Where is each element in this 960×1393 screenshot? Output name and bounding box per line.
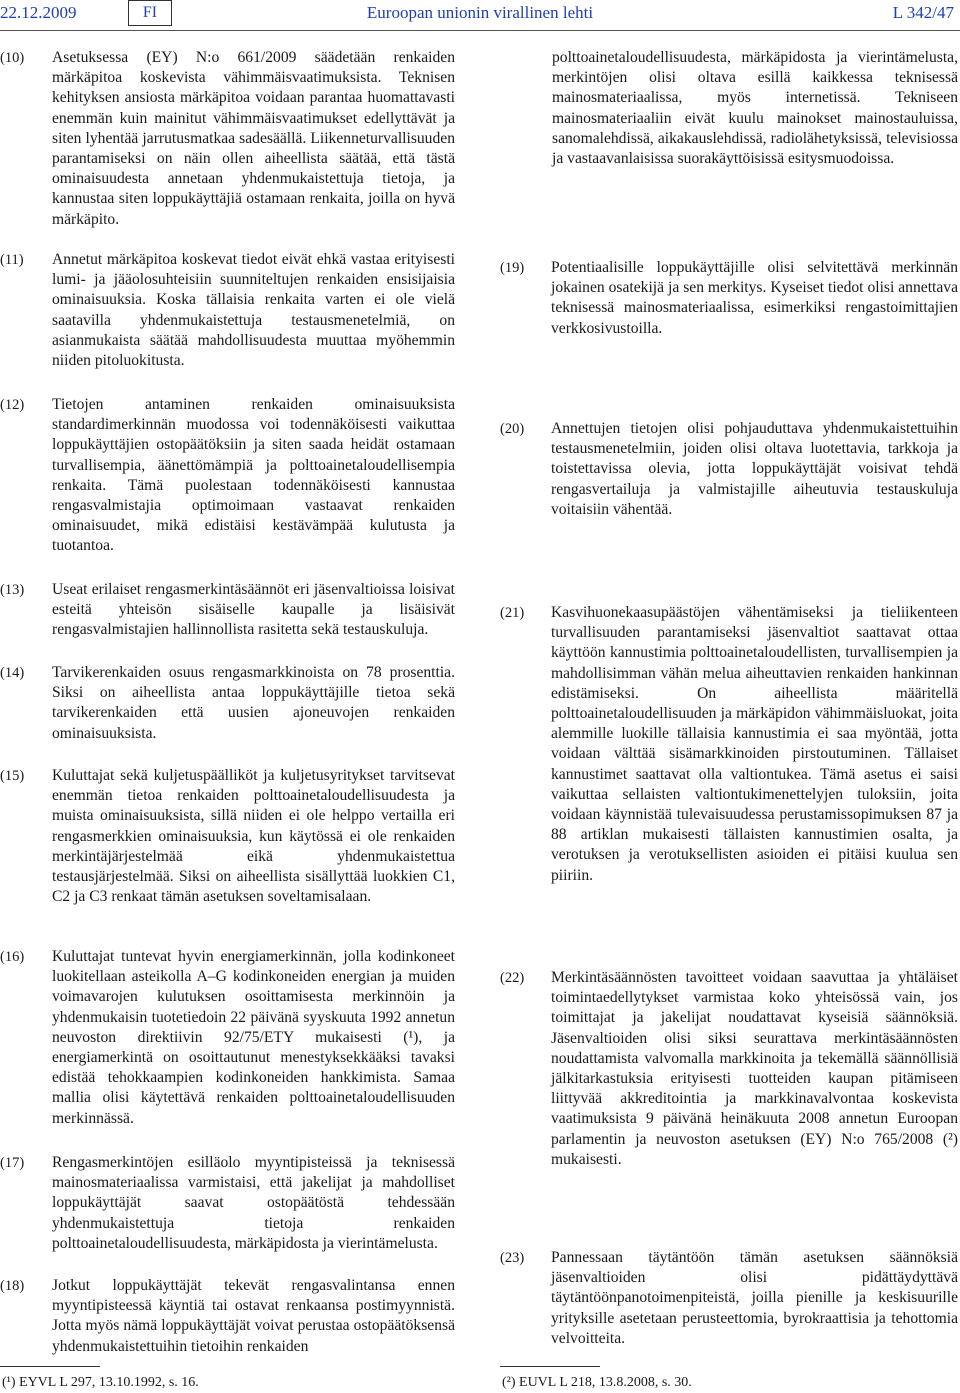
page-header [0,0,960,32]
recital-number: (21) [500,605,525,621]
recital-17 [0,1153,455,1254]
footnote-2: (²) EUVL L 218, 13.8.2008, s. 30. [502,1375,692,1390]
journal-title: Euroopan unionin virallinen lehti [366,3,594,22]
footnote-divider [0,1366,100,1367]
header-divider [0,30,960,31]
recital-text: Kuluttajat tuntevat hyvin energiamerkinnän, jolla kodinkoneet luokitellaan asteikolla A–G kodinkoneiden energian ja muiden voimavarojen kulutuksen osoittamisesta merkinnöin ja yhdenmukaisin tuotetiedoin 22 päivänä syyskuuta 1992 annetun neuvoston direktiivin 92/75/ETY mukaisesti (¹), ja energiamerkintä on osoittautunut menestyksekkääksi tavaksi edistää tehokkaampien kodinkoneiden hankkimista. Samaa mallia olisi käytettävä renkaiden polttoainetaloudellisuuden merkinnässä. [52,948,455,1127]
recital-11 [0,250,455,371]
recital-text: Pannessaan täytäntöön tämän asetuksen säännöksiä jäsenvaltioiden olisi pidättäydyttävä täytäntöönpanotoimenpiteistä, joilla pienille ja keskisuurille yrityksille asetetaan perusteettomia, byrokraattisia ja tehottomia velvoitteita. [551,1249,958,1347]
recital-12 [0,395,455,557]
recital-21 [500,603,958,886]
recital-text: Potentiaalisille loppukäyttäjille olisi selvitettävä merkinnän jokainen osatekijä ja sen merkitys. Kyseiset tiedot olisi annettava teknisessä mainosmateriaalissa, esimerkiksi rengastoimittajien verkkosivustoilla. [551,259,958,337]
recital-text: Annettujen tietojen olisi pohjauduttava yhdenmukaistettuihin testausmenetelmiin, joiden olisi oltava luotettavia, tarkkoja ja toistettavissa olevia, jotta loppukäyttäjät voisivat tehdä rengasvertailuja ja valmistajille aiheutuvia testauskuluja voitaisiin vähentää. [551,420,958,518]
recital-10 [0,48,455,230]
recital-text: Useat erilaiset rengasmerkintäsäännöt eri jäsenvaltioissa loisivat esteitä yhteisön sisäiselle kaupalle ja lisäisivät rengasvalmistajien hallinnollista rasitetta sekä testauskuluja. [52,581,455,639]
recital-19 [500,258,958,339]
recital-number: (14) [0,665,25,681]
recital-text: Tarvikerenkaiden osuus rengasmarkkinoista on 78 prosenttia. Siksi on aiheellista antaa loppukäyttäjille tietoa sekä tarvikerenkaiden että uusien ajoneuvojen renkaiden ominaisuuksista. [52,664,455,742]
recital-number: (19) [500,260,525,276]
recital-text: Rengasmerkintöjen esilläolo myyntipisteissä ja teknisessä mainosmateriaalissa varmistaisi, että jakelijat ja mahdolliset loppukäyttäjät saavat ostopäätöstä tehdessään yhdenmukaistettuja tietoja renkaiden polttoainetaloudellisuudesta, märkäpidosta ja vierintämelusta. [52,1154,455,1252]
recital-number: (18) [0,1278,25,1294]
footnote-divider [500,1366,600,1367]
recital-number: (16) [0,949,25,965]
recital-14 [0,663,455,744]
recital-number: (20) [500,421,525,437]
recital-13 [0,580,455,641]
recital-20 [500,419,958,520]
recital-number: (13) [0,582,25,598]
recital-number: (23) [500,1250,525,1266]
recital-number: (10) [0,50,25,66]
recital-text: Annetut märkäpitoa koskevat tiedot eivät ehkä vastaa erityisesti lumi- ja jääolosuhteisiin suunniteltujen renkaiden ensisijaisia ominaisuuksia. Koska tällaisia renkaita varten ei ole vielä saatavilla yhdenmukaistettuja testausmenetelmiä, on asianmukaista säätää mahdollisuudesta muuttaa myöhemmin niiden pitoluokitusta. [52,251,455,370]
recital-text: Merkintäsäännösten tavoitteet voidaan saavuttaa ja yhtäläiset toimintaedellytykset varmistaa koko yhteisössä vain, jos toimittajat ja jakelijat noudattavat kyseisiä säännöksiä. Jäsenvaltioiden olisi siksi seurattava merkintäsäännösten noudattamista valvomalla markkinoita ja tekemällä säännöllisiä jälkitarkastuksia erityisesti tuotteiden kaupan pitämiseen liittyvää akkreditointia ja markkinavalvontaa koskevista vaatimuksista 9 päivänä heinäkuuta 2008 annetun Euroopan parlamentin ja neuvoston asetuksen (EY) N:o 765/2008 (²) mukaisesti. [551,969,958,1168]
recital-15 [0,766,455,907]
recital-18-continuation [500,48,958,169]
page-number: L 342/47 [892,3,954,22]
recital-text: polttoainetaloudellisuudesta, märkäpidosta ja vierintämelusta, merkintöjen olisi oltava esillä kaikkessa teknisessä mainosmateriaalissa, myös internetissä. Tekniseen mainosmateriaaliin eivät kuulu mainokset mainostauluissa, sanomalehdissä, aikakauslehdissä, radiolähetyksissä, televisiossa ja vastaavanlaisissa suorakäyttöisissä esitysmuodoissa. [552,49,958,168]
recital-number: (15) [0,768,25,784]
recital-16 [0,947,455,1129]
recital-text: Kasvihuonekaasupäästöjen vähentämiseksi ja tieliikenteen turvallisuuden parantamiseksi jäsenvaltiot saattavat ottaa käyttöön kannustimia polttoainetaloudellisten, turvallisempien ja mahdollisimman vähän melua aiheuttavien renkaiden hankinnan edistämiseksi. On aiheellista määritellä polttoainetaloudellisuuden ja märkäpidon vähimmäisluokat, joita alemmille luokille tällaisia kannustimia ei saa myöntää, jotta voidaan välttää sisämarkkinoiden pirstoutuminen. Tällaiset kannustimet saattavat olla valtiontukea. Tämä asetus ei saisi vaikuttaa sellaisten valtiontukimenettelyjen tuloksiin, joita voidaan käynnistää tulevaisuudessa perustamissopimuksen 87 ja 88 artiklan mukaisesti tällaisten kannustimien osalta, ja verotuksen ja verotuksellisten asioiden ei pitäisi kuulua sen piiriin. [551,604,958,884]
footnote-1: (¹) EYVL L 297, 13.10.1992, s. 16. [2,1375,199,1390]
recital-text: Jotkut loppukäyttäjät tekevät rengasvalintansa ennen myyntipisteessä käyntiä tai ostavat renkaansa postimyynnistä. Jotta myös nämä loppukäyttäjät voivat perustaa ostopäätöksensä yhdenmukaistettuihin tietoihin renkaiden [52,1277,455,1355]
recital-23 [500,1248,958,1349]
recital-text: Tietojen antaminen renkaiden ominaisuuksista standardimerkinnän muodossa voi todennäköisesti vaikuttaa loppukäyttäjien ostopäätöksiin ja siten saada heidät ostamaan turvallisempia, äänettömämpiä ja polttoainetaloudellisempia renkaita. Tämä puolestaan todennäköisesti kannustaa rengasvalmistajia optimoimaan vastaavat renkaiden ominaisuudet, mikä edistäisi kestävämpää kulutusta ja tuotantoa. [52,396,455,555]
publication-date: 22.12.2009 [0,3,77,22]
recital-text: Kuluttajat sekä kuljetuspäälliköt ja kuljetusyritykset tarvitsevat enemmän tietoa renkaiden polttoainetaloudellisuudesta ja muista ominaisuuksista, sillä niiden ei ole helppo vertailla eri rengasmerkkien ominaisuuksia, kun käytössä ei ole renkaiden merkintäjärjestelmää eikä yhdenmukaistettua testausjärjestelmää. Siksi on aiheellista sisällyttää luokkien C1, C2 ja C3 renkaat tämän asetuksen soveltamisalaan. [52,767,455,906]
recital-number: (17) [0,1155,25,1171]
recital-22 [500,968,958,1170]
recital-18 [0,1276,455,1357]
recital-number: (12) [0,397,25,413]
recital-text: Asetuksessa (EY) N:o 661/2009 säädetään renkaiden märkäpitoa koskevista vähimmäisvaatimuksista. Teknisen kehityksen ansiosta märkäpitoa voidaan parantaa huomattavasti enemmän kuin mainitut vähimmäisvaatimukset edellyttävät ja siten lyhentää jarrutusmatkaa sadesäällä. Liikenneturvallisuuden parantamiseksi on näin ollen aiheellista säätää, että tästä ominaisuudesta annetaan yhdenmukaistettuja tietoja, ja kannustaa siten loppukäyttäjiä ostamaan renkaita, joilla on hyvä märkäpito. [52,49,455,228]
language-badge: FI [128,0,172,26]
recital-number: (11) [0,252,24,268]
recital-number: (22) [500,970,525,986]
